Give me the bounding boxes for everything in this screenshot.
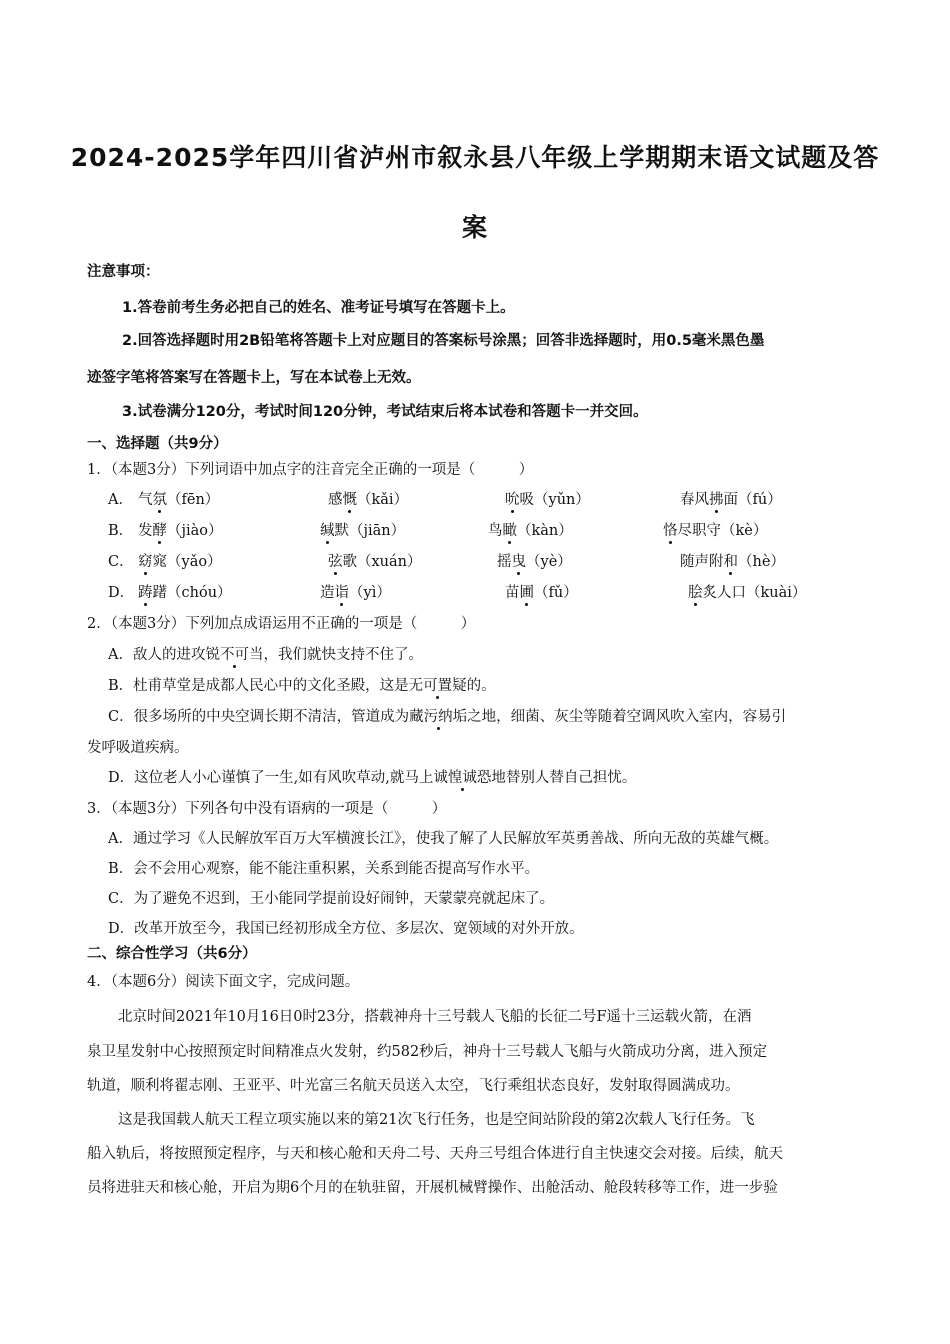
q1-a-3: 吮吸（yǔn）	[505, 492, 590, 508]
q2-option-a: A．敌人的进攻锐不可当，我们就快支持不住了。	[108, 647, 423, 663]
notes-heading: 注意事项：	[87, 264, 160, 280]
note-1: 1.答卷前考生务必把自己的姓名、准考证号填写在答题卡上。	[122, 300, 515, 316]
q1-a-4: 春风拂面（fú）	[680, 492, 782, 508]
q3-stem: 3．（本题3分）下列各句中没有语病的一项是（ ）	[87, 801, 447, 817]
q2-option-b: B．杜甫草堂是成都人民心中的文化圣殿，这是无可置疑的。	[108, 678, 496, 694]
q4-para2-line3: 员将进驻天和核心舱，开启为期6个月的在轨驻留，开展机械臂操作、出舱活动、舱段转移等工作，进一步验	[87, 1180, 778, 1196]
q4-para1-line2: 泉卫星发射中心按照预定时间精准点火发射，约582秒后，神舟十三号载人飞船与火箭成功分离，进入预定	[87, 1044, 768, 1060]
q1-stem: 1．（本题3分）下列词语中加点字的注音完全正确的一项是（ ）	[87, 462, 534, 478]
q4-para1-line1: 北京时间2021年10月16日0时23分，搭载神舟十三号载人飞船的长征二号F遥十三运载火箭，在酒	[118, 1009, 752, 1025]
q3-option-d: D．改革开放至今，我国已经初形成全方位、多层次、宽领域的对外开放。	[108, 921, 584, 937]
q1-c-1: 窈窕（yǎo）	[138, 554, 222, 570]
q2-option-c: C．很多场所的中央空调长期不清洁，管道成为藏污纳垢之地，细菌、灰尘等随着空调风吹入室内，容易引	[108, 709, 787, 725]
q2-option-c-line2: 发呼吸道疾病。	[87, 740, 189, 756]
q1-b-4: 恪尽职守（kè）	[663, 523, 768, 539]
q4-para2-line1: 这是我国载人航天工程立项实施以来的第21次飞行任务，也是空间站阶段的第2次载人飞行任务。飞	[118, 1112, 755, 1128]
note-2-line1: 2.回答选择题时用2B铅笔将答题卡上对应题目的答案标号涂黑；回答非选择题时，用0.5毫米黑色墨	[122, 333, 765, 349]
q1-b-label: B．	[108, 523, 134, 539]
exam-title-line1: 2024-2025学年四川省泸州市叙永县八年级上学期期末语文试题及答	[70, 143, 880, 172]
q3-option-b: B．会不会用心观察，能不能注重积累，关系到能否提高写作水平。	[108, 861, 540, 877]
q2-stem: 2．（本题3分）下列加点成语运用不正确的一项是（ ）	[87, 616, 476, 632]
section2-heading: 二、综合性学习（共6分）	[87, 946, 257, 962]
section1-heading: 一、选择题（共9分）	[87, 436, 228, 452]
q3-option-a: A．通过学习《人民解放军百万大军横渡长江》，使我了解了人民解放军英勇善战、所向无敌的英雄气概。	[108, 831, 779, 847]
note-2-line2: 迹签字笔将答案写在答题卡上，写在本试卷上无效。	[87, 370, 421, 386]
q1-b-2: 缄默（jiān）	[320, 523, 406, 539]
q1-a-label: A．	[108, 492, 133, 508]
q3-option-c: C．为了避免不迟到，王小能同学提前设好闹钟，天蒙蒙亮就起床了。	[108, 891, 555, 907]
q4-para1-line3: 轨道，顺利将翟志刚、王亚平、叶光富三名航天员送入太空，飞行乘组状态良好，发射取得圆满成功。	[87, 1078, 740, 1094]
q1-c-2: 弦歌（xuán）	[328, 554, 422, 570]
q1-a-2: 感慨（kǎi）	[328, 492, 409, 508]
q1-c-label: C．	[108, 554, 134, 570]
q1-d-2: 造诣（yì）	[320, 585, 391, 601]
exam-title-line2: 案	[461, 213, 488, 242]
q1-b-1: 发酵（jiào）	[138, 523, 223, 539]
q4-stem: 4．（本题6分）阅读下面文字，完成问题。	[87, 974, 360, 990]
q1-a-1: 气氛（fēn）	[138, 492, 220, 508]
note-3: 3.试卷满分120分，考试时间120分钟，考试结束后将本试卷和答题卡一并交回。	[122, 404, 648, 420]
q1-c-3: 摇曳（yè）	[497, 554, 572, 570]
q1-d-3: 苗圃（fǔ）	[505, 585, 578, 601]
q1-d-label: D．	[108, 585, 135, 601]
q1-d-4: 脍炙人口（kuài）	[688, 585, 807, 601]
q1-d-1: 踌躇（chóu）	[138, 585, 232, 601]
q2-option-d: D．这位老人小心谨慎了一生,如有风吹草动,就马上诚惶诚恐地替别人替自己担忧。	[108, 770, 637, 786]
q1-c-4: 随声附和（hè）	[680, 554, 785, 570]
q4-para2-line2: 船入轨后，将按照预定程序，与天和核心舱和天舟二号、天舟三号组合体进行自主快速交会对接。后续，航天	[87, 1146, 783, 1162]
q1-b-3: 鸟瞰（kàn）	[488, 523, 573, 539]
